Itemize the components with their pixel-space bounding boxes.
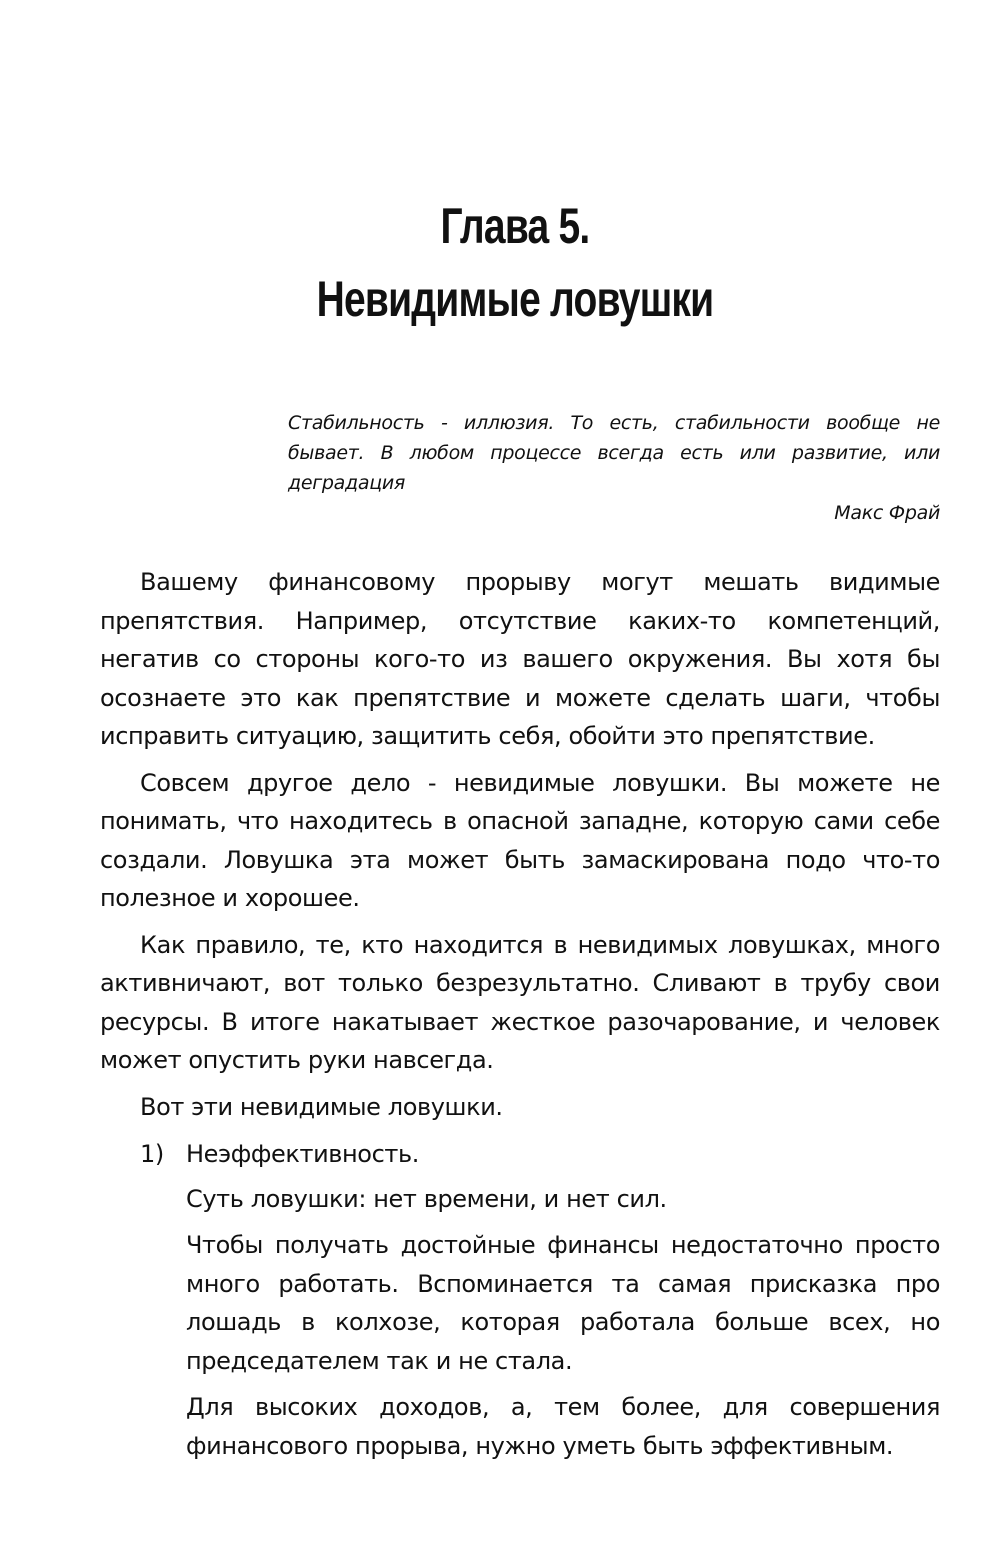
paragraph: Вашему финансовому прорыву могут мешать видимые препятствия. Например, отсутствие каких-то компетенций, негатив со стороны кого-то из вашего окружения. Вы хотя бы осознаете это как препятствие и можете сделать шаги, чтобы исправить ситуацию, защитить себя, обойти это препятствие. bbox=[100, 568, 940, 750]
paragraph: Совсем другое дело - невидимые ловушки. Вы можете не понимать, что находитесь в опасной западне, которую сами себе создали. Ловушка эта может быть замаскирована подо что-то полезное и хорошее. bbox=[100, 768, 940, 912]
epigraph bbox=[288, 408, 940, 528]
chapter-number: Глава 5. bbox=[440, 198, 590, 254]
list-item-paragraph: Чтобы получать достойные финансы недостаточно просто много работать. Вспоминается та самая присказка про лошадь в колхозе, которая работала больше всех, но председателем так и не стала. bbox=[186, 1231, 940, 1375]
list-item-paragraph: Суть ловушки: нет времени, и нет сил. bbox=[186, 1184, 667, 1213]
chapter-name: Невидимые ловушки bbox=[316, 271, 714, 327]
epigraph-quote: Стабильность - иллюзия. То есть, стабильности вообще не бывает. В любом процессе всегда есть или развитие, или деградация bbox=[288, 412, 940, 494]
chapter-title bbox=[113, 190, 893, 336]
list-item-number: 1) bbox=[140, 1140, 164, 1168]
body-text bbox=[100, 563, 940, 1134]
list-item-title: Неэффективность. bbox=[186, 1140, 419, 1168]
paragraph: Как правило, те, кто находится в невидимых ловушках, много активничают, вот только безрезультатно. Сливают в трубу свои ресурсы. В итоге накатывает жесткое разочарование, и человек может опустить руки навсегда. bbox=[100, 930, 940, 1074]
list-item-paragraph: Для высоких доходов, а, тем более, для совершения финансового прорыва, нужно уметь быть эффективным. bbox=[186, 1393, 940, 1460]
paragraph: Вот эти невидимые ловушки. bbox=[140, 1092, 503, 1121]
trap-list bbox=[100, 1135, 940, 1473]
list-item-body bbox=[100, 1180, 940, 1466]
list-item-heading bbox=[100, 1135, 940, 1174]
epigraph-author: Макс Фрай bbox=[834, 502, 940, 524]
